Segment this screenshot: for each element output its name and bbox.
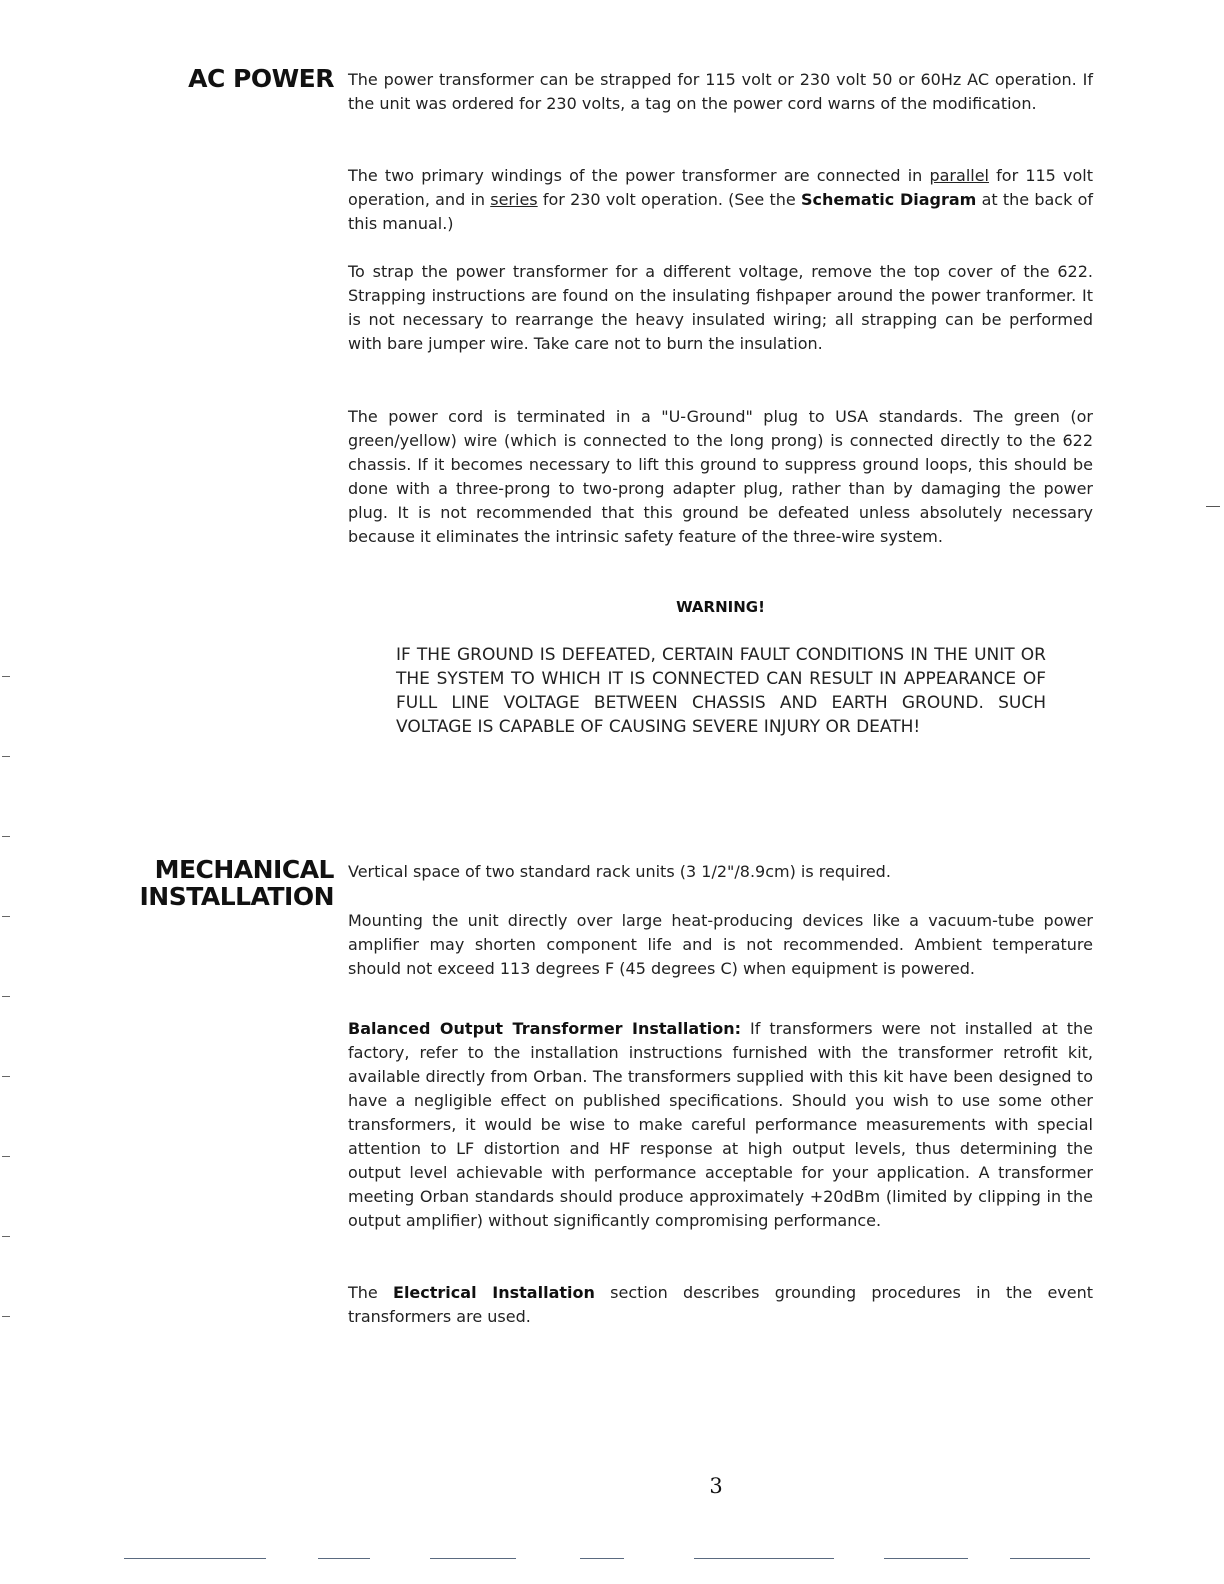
mechanical-p3-body: If transformers were not installed at the factory, refer to the installation instructions furnished with the transformer retrofit kit, available directly from Orban. The transformers supplied with this kit have been designed to have a negligible effect on published specifications. Should you wish to use some other transformers, it would be wise to make careful performance measurements with special attention to LF distortion and HF response at high output levels, thus determining the output level achievable with performance acceptable for your application. A transformer meeting Orban standards should produce approximately +20dBm (limited by clipping in the output amplifier) without significantly compromising performance. <box>348 1019 1094 1230</box>
bottom-rule <box>1010 1558 1090 1559</box>
margin-tick <box>2 1076 10 1077</box>
ac-power-paragraph-1: The power transformer can be strapped for 115 volt or 230 volt 50 or 60Hz AC operation. If the unit was ordered for 230 volts, a tag on the power cord warns of the modification. <box>348 70 1093 113</box>
bottom-rule <box>884 1558 968 1559</box>
parallel-term: parallel <box>929 166 989 185</box>
mechanical-installation-heading <box>140 856 335 910</box>
mechanical-paragraph-3 <box>348 1017 1093 1233</box>
bottom-rule <box>580 1558 624 1559</box>
margin-tick <box>2 676 10 677</box>
margin-tick-right <box>1206 506 1220 507</box>
mechanical-p4-text-a: The <box>348 1283 394 1302</box>
margin-tick <box>2 996 10 997</box>
margin-tick <box>2 916 10 917</box>
mechanical-paragraph-1: Vertical space of two standard rack units (3 1/2"/8.9cm) is required. <box>348 862 891 881</box>
ac-power-p2-text-c: for 230 volt operation. (See the <box>537 190 801 209</box>
bottom-rule <box>430 1558 516 1559</box>
mechanical-heading-line-1: MECHANICAL <box>154 855 334 884</box>
mechanical-paragraph-2: Mounting the unit directly over large heat-producing devices like a vacuum-tube power amplifier may shorten component life and is not recommended. Ambient temperature should not exceed 113 degrees F (45 degrees C) when equipment is powered. <box>348 911 1093 978</box>
warning-title: WARNING! <box>676 598 765 616</box>
margin-tick <box>2 1316 10 1317</box>
bottom-rule <box>694 1558 834 1559</box>
mechanical-heading-line-2: INSTALLATION <box>139 882 334 911</box>
ac-power-heading-text: AC POWER <box>188 64 334 93</box>
page-number: 3 <box>709 1474 723 1498</box>
margin-tick <box>2 756 10 757</box>
margin-tick <box>2 836 10 837</box>
ac-power-paragraph-2 <box>348 164 1093 236</box>
schematic-diagram-reference: Schematic Diagram <box>800 190 977 209</box>
ac-power-p2-text-b: for 115 volt operation, and in <box>348 166 1094 209</box>
ac-power-heading <box>188 65 334 92</box>
warning-body: IF THE GROUND IS DEFEATED, CERTAIN FAULT CONDITIONS IN THE UNIT OR THE SYSTEM TO WHICH IT IS CONNECTED CAN RESULT IN APPEARANCE OF FULL LINE VOLTAGE BETWEEN CHASSIS AND EARTH GROUND. SUCH VOLTAGE IS CAPABLE OF CAUSING SEVERE INJURY OR DEATH! <box>396 645 1046 737</box>
margin-tick <box>2 1156 10 1157</box>
bottom-rule <box>318 1558 370 1559</box>
balanced-output-transformer-label: Balanced Output Transformer Installation: <box>348 1019 742 1038</box>
mechanical-paragraph-4 <box>348 1281 1093 1329</box>
electrical-installation-reference: Electrical Installation <box>393 1283 595 1302</box>
ac-power-paragraph-3: To strap the power transformer for a different voltage, remove the top cover of the 622. Strapping instructions are found on the insulating fishpaper around the power tranformer. It is not necessary to rearrange the heavy insulated wiring; all strapping can be performed with bare jumper wire. Take care not to burn the insulation. <box>348 262 1093 353</box>
margin-tick <box>2 1236 10 1237</box>
bottom-rule <box>124 1558 266 1559</box>
ac-power-paragraph-4: The power cord is terminated in a "U-Ground" plug to USA standards. The green (or green/yellow) wire (which is connected to the long prong) is connected directly to the 622 chassis. If it becomes necessary to lift this ground to suppress ground loops, this should be done with a three-prong to two-prong adapter plug, rather than by damaging the power plug. It is not recommended that this ground be defeated unless absolutely necessary because it eliminates the intrinsic safety feature of the three-wire system. <box>348 407 1093 546</box>
ac-power-p2-text-d: at the back of this manual.) <box>348 190 1094 233</box>
mechanical-p4-text-b: section describes grounding procedures in the event transformers are used. <box>348 1283 1094 1326</box>
ac-power-p2-text-a: The two primary windings of the power transformer are connected in <box>348 166 930 185</box>
series-term: series <box>490 190 538 209</box>
